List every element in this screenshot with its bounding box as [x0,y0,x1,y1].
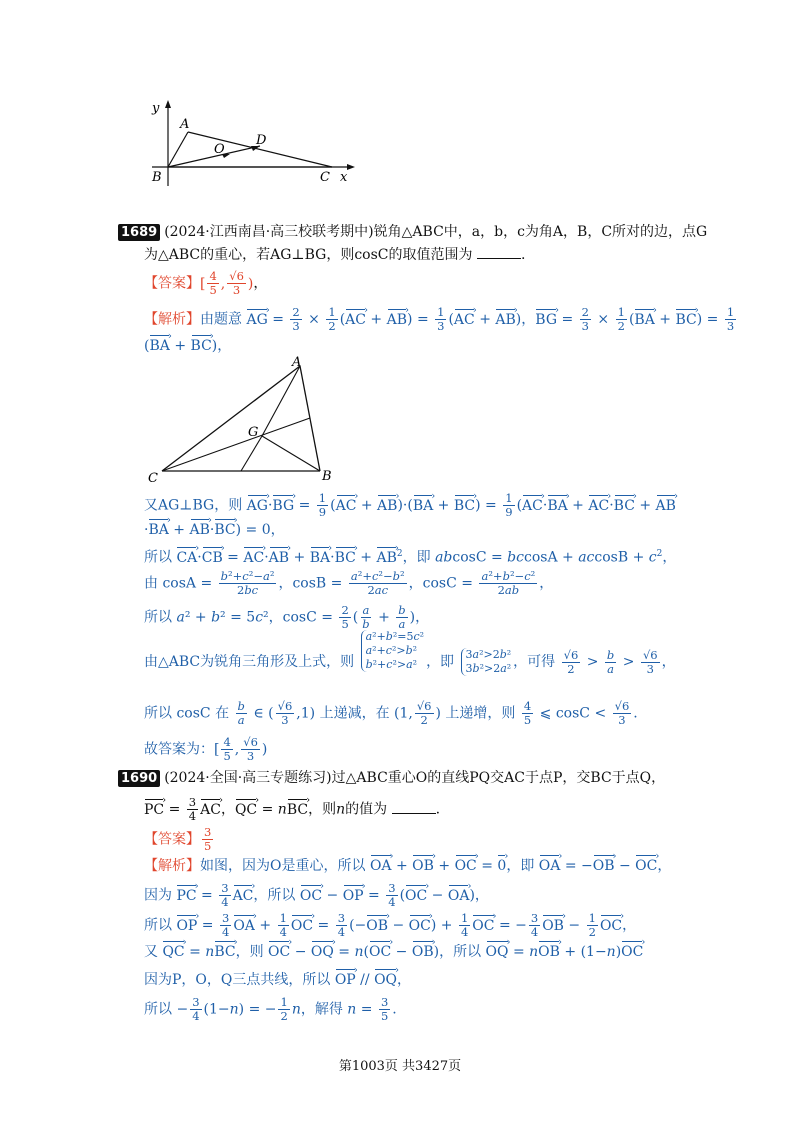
analysis-line: 又 QC › = nBC ›，则 OC › − OQ › = n(OC › − OB ›)，所以 OQ › = nOB › + (1−n)OC › [144,942,643,962]
problem-1690-stem-line1 [118,768,665,788]
page-footer: 第1003页 共3427页 [338,1059,462,1074]
analysis-line: 【解析】如图，因为O是重心，所以 OA › + OB › + OC › = 0 ›，即 OA › = −OB › − OC ›， [144,856,671,876]
analysis-line: 又AG⊥BG，则 AG ›·BG › = $\frac{1}{9}$ (AC › + AB ›)·(BA › + BC ›) = $\frac{1}{9}$ (AC ›·BA › + AC ›·BC › + AB › [144,492,676,519]
figure-triangle-centroid [140,356,340,486]
analysis-line: 所以 − $\frac{3}{4}$ (1−n) = − $\frac{1}{2}$ n，解得 n = $\frac{3}{5}$ . [144,995,397,1023]
problem-1689-stem-line2: 为△ABC的重心，若AG⊥BG，则cosC的取值范围为 . [144,247,526,263]
fig1-label-A: A [180,117,190,132]
analysis-line: 由 cosA = $\frac{\text{b²+c²−a²}}{2bc}$ ，cosB = $\frac{\text{a²+c²−b²}}{2ac}$ ，cosC = $\frac{\text{a²+b²−c²}}{2ab}$ ， [144,569,554,597]
fig2-label-A: A [292,356,302,370]
analysis-line: 故答案为：[ $\frac{4}{5}$ , $\frac{√6}{3}$ ) [144,735,268,763]
analysis-line: 所以 cosC 在 $\frac{b}{a}$ ∈ ( $\frac{√6}{3}$ ,1) 上递减，在 (1, $\frac{√6}{2}$ ) 上递增，则 $\frac{4}{5}$ ⩽ cosC < $\frac{√6}{3}$ . [144,699,638,727]
figure-coordinate-triangle [140,96,360,188]
problem-source: (2024·江西南昌·高三校联考期中) [164,224,374,240]
analysis-line: 所以 a² + b² = 5c²，cosC = $\frac{2}{5}$ ( $\frac{a}{b}$ + $\frac{b}{a}$ )， [144,603,430,631]
analysis-line: 所以 CA ›·CB › = AC ›·AB › + BA ›·BC › + AB ›$^2$，即 $abcosC = bccosA + accosB + c^2$， [144,544,676,568]
problem-number: 1689 [118,224,160,241]
problem-stem: 锐角△ABC中，a，b，c为角A，B，C所对的边，点G [373,224,708,240]
fig1-label-x: x [340,170,348,185]
analysis-line: (BA › + BC ›)， [144,336,231,356]
problem-number: 1690 [118,770,160,787]
fig1-label-y: y [152,101,160,116]
answer-tag: 【答案】 [144,275,200,292]
fig2-label-G: G [248,425,259,440]
answer-blank [477,246,521,259]
fig1-label-C: C [320,170,330,185]
analysis-line: 所以 OP › = $\frac{3}{4}$ OA › + $\frac{1}{4}$ OC › = $\frac{3}{4}$ (−OB › − OC ›) + $\frac{1}{4}$ OC › = − $\frac{3}{4}$ OB › − $\frac{1}{2}$ OC ›， [144,912,636,939]
answer-value: $\frac{3}{5}$ [204,825,212,853]
problem-1689-stem-line1 [118,222,707,242]
analysis-line: 【解析】由题意 AG › = $\frac{2}{3}$ × $\frac{1}{2}$ (AC › + AB ›) = $\frac{1}{3}$ (AC › + AB ›)，BG › = $\frac{2}{3}$ × $\frac{1}{2}$ (BA › + BC ›) = $\frac{1}{3}$ [144,306,738,333]
analysis-line: 因为 PC › = $\frac{3}{4}$ AC ›，所以 OC › − OP › = $\frac{3}{4}$ (OC › − OA ›)， [144,882,489,909]
problem-stem: 为△ABC的重心，若AG⊥BG，则cosC的取值范围为 [144,247,473,263]
analysis-tag: 【解析】 [144,858,200,874]
problem-1690-stem-line2: PC › = $\frac{3}{4}$ AC ›，QC › = nBC ›，则n的值为 . [144,796,440,823]
answer-tag: 【答案】 [144,831,200,848]
fig2-label-B: B [322,469,332,484]
problem-stem: 过△ABC重心O的直线PQ交AC于点P，交BC于点Q， [331,770,666,786]
fig1-label-O: O [214,142,225,157]
fig2-label-C: C [148,471,158,486]
analysis-tag: 【解析】 [144,311,200,328]
fig1-label-B: B [152,170,162,185]
answer-line [144,826,215,853]
analysis-line: 由△ABC为锐角三角形及上式，则 a²+b²=5c² a²+c²>b² b²+c²>a² ，即 3a²>2b² 3b²>2a² ，可得 $\frac{√6}{2}$ > $\frac{b}{a}$ > $\frac{√6}{3}$ ， [144,630,676,676]
problem-source: (2024·全国·高三专题练习) [164,770,332,786]
answer-line: 【答案】[ $\frac{4}{5}$ , $\frac{√6}{3}$ )， [144,269,268,297]
answer-blank [392,801,436,814]
analysis-line: 因为P，O，Q三点共线，所以 OP › // OQ ›， [144,970,411,990]
answer-value: [ $\frac{4}{5}$ , $\frac{√6}{3}$ ) [200,269,254,297]
fig1-label-D: D [256,133,267,148]
analysis-line: ·BA › + AB ›·BC ›) = 0， [144,520,285,540]
